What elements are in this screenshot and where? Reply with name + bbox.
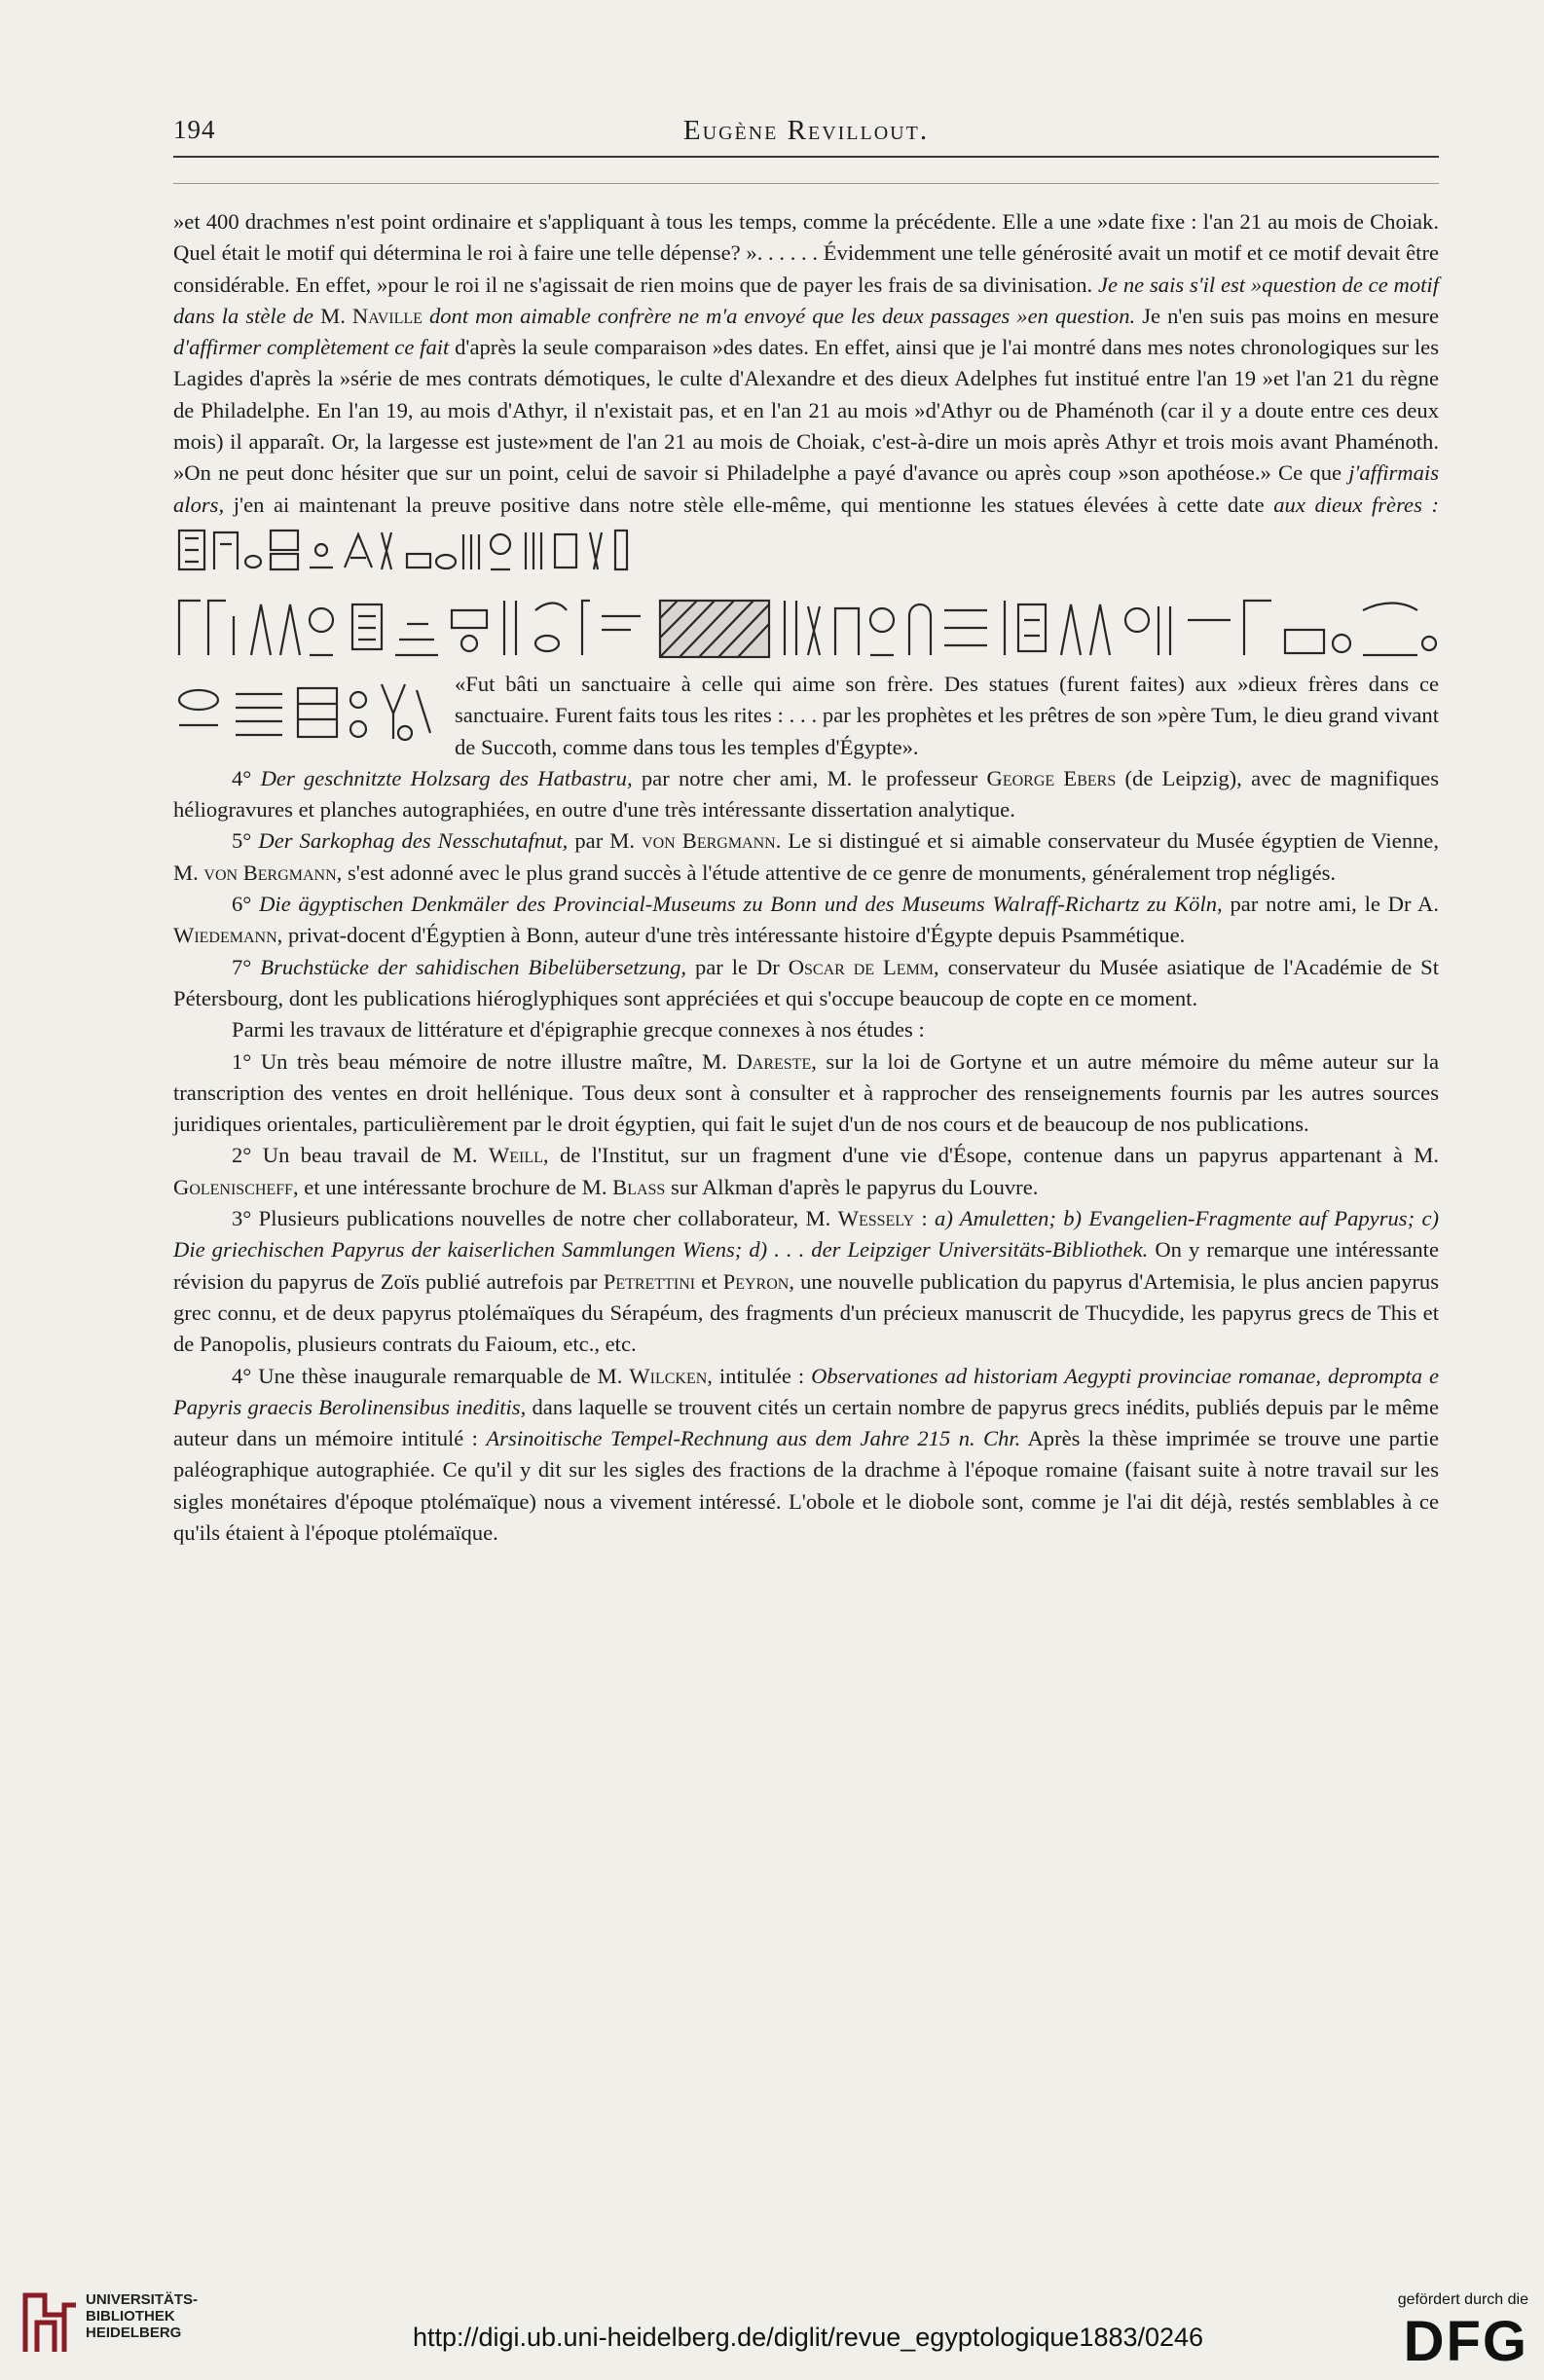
greek-works-intro: Parmi les travaux de littérature et d'épigraphie grecque connexes à nos études : — [232, 1017, 925, 1043]
header-rule-thin — [173, 183, 1439, 184]
greek-item-3: 3° Plusieurs publications nouvelles de notre cher collaborateur, M. Wessely : a) Amuletten; b) Evangelien-Fragmente auf Papyrus; c) Die griechischen Papyrus der kaiserlichen Sammlungen Wiens; d) . . . der Leipziger Universitäts-Bibliothek. On y remarque une intéressante révision du papyrus de Zoïs publié autrefois par Petrettini et Peyron, une nouvelle publication du papyrus d'Artemisia, le plus ancien papyrus grec connu, et de deux papyrus ptolémaïques du Sérapéum, des fragments d'un précieux manuscrit de Thucydide, les papyrus grecs de This et de Panopolis, plusieurs contrats du Faioum, etc., etc. — [173, 1206, 1440, 1357]
dfg-logo: DFG — [1403, 2310, 1528, 2373]
list-item-6: 6° Die ägyptischen Denkmäler des Provincial-Museums zu Bonn und des Museums Walraff-Richartz zu Köln, par notre ami, le Dr A. Wiedemann, privat-docent d'Égyptien à Bonn, auteur d'une très intéressante histoire d'Égypte depuis Psammétique. — [173, 892, 1439, 948]
quoted-paragraph: »et 400 drachmes n'est point ordinaire et s'appliquant à tous les temps, comme la précédente. Elle a une »date fixe : l'an 21 au mois de Choiak. Quel était le motif qui détermina le roi à faire une telle dépense? ». . . . . . Évidemment une telle générosité avait un motif et ce motif devait être considérable. En effet, »pour le roi il ne s'agissait de rien moins que de payer les frais de sa divinisation. Je ne sais s'il est »question de ce motif dans la stèle de M. Naville dont mon aimable confrère ne m'a envoyé que les deux passages »en question. Je n'en suis pas moins en mesure d'affirmer complètement ce fait d'après la seule comparaison »des dates. En effet, ainsi que je l'ai montré dans mes notes chronologiques sur les Lagides d'après la »série de mes contrats démotiques, le culte d'Alexandre et des dieux Adelphes fut institué entre l'an 19 »et l'an 21 du règne de Philadelphe. En l'an 19, au mois d'Athyr, il n'existait pas, et en l'an 21 au mois »d'Athyr ou de Phaménoth (car il y a doute entre ces deux mois) il apparaît. Or, la largesse est juste»ment de l'an 21 au mois de Choiak, c'est-à-dire un mois après Athyr et trois mois avant Phaménoth. »On ne peut donc hésiter que sur un point, celui de savoir si Philadelphe a payé d'avance ou après coup »son apothéose.» Ce que j'affirmais alors, j'en ai maintenant la preuve positive dans notre stèle elle-même, qui mentionne les statues élevées à cette date aux dieux frères : «Fut bâti un sanctuaire à celle qui aime son frère. Des statues (furent faites) aux »dieux frères dans ce sanctuaire. Furent faits tous les rites : . . . par les prophètes et les prêtres de son »père Tum, le dieu grand vivant de Succoth, comme dans tous les temples d'Égypte». — [173, 209, 1440, 759]
header-rule — [173, 156, 1439, 158]
greek-item-2: 2° Un beau travail de M. Weill, de l'Institut, sur un fragment d'une vie d'Ésope, contenue dans un papyrus appartenant à M. Golenischeff, et une intéressante brochure de M. Blass sur Alkman d'après le papyrus du Louvre. — [173, 1143, 1440, 1199]
hieroglyph-inscription-3 — [173, 671, 441, 745]
greek-item-4: 4° Une thèse inaugurale remarquable de M. Wilcken, intitulée : Observationes ad historiam Aegypti provinciae romanae, deprompta e Papyris graecis Berolinensibus ineditis, dans laquelle se trouvent cités un certain nombre de papyrus grecs inédits, publiés depuis par le même auteur dans un mémoire intitulé : Arsinoitische Tempel-Rechnung aus dem Jahre 215 n. Chr. Après la thèse imprimée se trouve une partie paléographique autographiée. Ce qu'il y dit sur les sigles des fractions de la drachme à l'époque romaine (faisant suite à notre travail sur les sigles monétaires d'époque ptolémaïque) nous a vivement intéressé. L'obole et le diobole sont, comme je l'ai dit déjà, restés semblables à ce qu'ils étaient à l'époque ptolémaïque. — [173, 1363, 1439, 1545]
hieroglyph-inscription-1 — [173, 521, 631, 577]
page-header — [173, 115, 1439, 154]
source-url[interactable]: http://digi.ub.uni-heidelberg.de/diglit/revue_egyptologique1883/0246 — [412, 2323, 1204, 2352]
library-name: UNIVERSITÄTS- BIBLIOTHEK HEIDELBERG — [86, 2291, 199, 2341]
funding-note: gefördert durch die — [1397, 2291, 1528, 2308]
hieroglyph-inscription-2 — [173, 581, 1439, 667]
list-item-4: 4° Der geschnitzte Holzsarg des Hatbastru, par notre cher ami, M. le professeur George Ebers (de Leipzig), avec de magnifiques héliogravures et planches autographiées, en outre d'une très intéressante dissertation analytique. — [173, 765, 1439, 823]
list-item-5: 5° Der Sarkophag des Nesschutafnut, par M. von Bergmann. Le si distingué et si aimable conservateur du Musée égyptien de Vienne, M. von Bergmann, s'est adonné avec le plus grand succès à l'étude attentive de ce genre de monuments, généralement trop négligés. — [173, 828, 1439, 885]
page-body — [173, 206, 1439, 1549]
running-title: Eugène Revillout. — [682, 115, 930, 146]
greek-item-1: 1° Un très beau mémoire de notre illustre maître, M. Dareste, sur la loi de Gortyne et un autre mémoire du même auteur sur la transcription des ventes en droit hellénique. Tous deux sont à consulter et à rapprocher des renseignements fournis par les autres sources juridiques orientales, particulièrement par le droit égyptien, qui fait le sujet d'un de nos cours et de beaucoup de nos publications. — [173, 1048, 1439, 1137]
page-number: 194 — [173, 115, 216, 144]
list-item-7: 7° Bruchstücke der sahidischen Bibelübersetzung, par le Dr Oscar de Lemm, conservateur du Musée asiatique de l'Académie de St Pétersbourg, dont les publications hiéroglyphiques sont appréciées et qui s'occupe beaucoup de copte en ce moment. — [173, 954, 1440, 1010]
